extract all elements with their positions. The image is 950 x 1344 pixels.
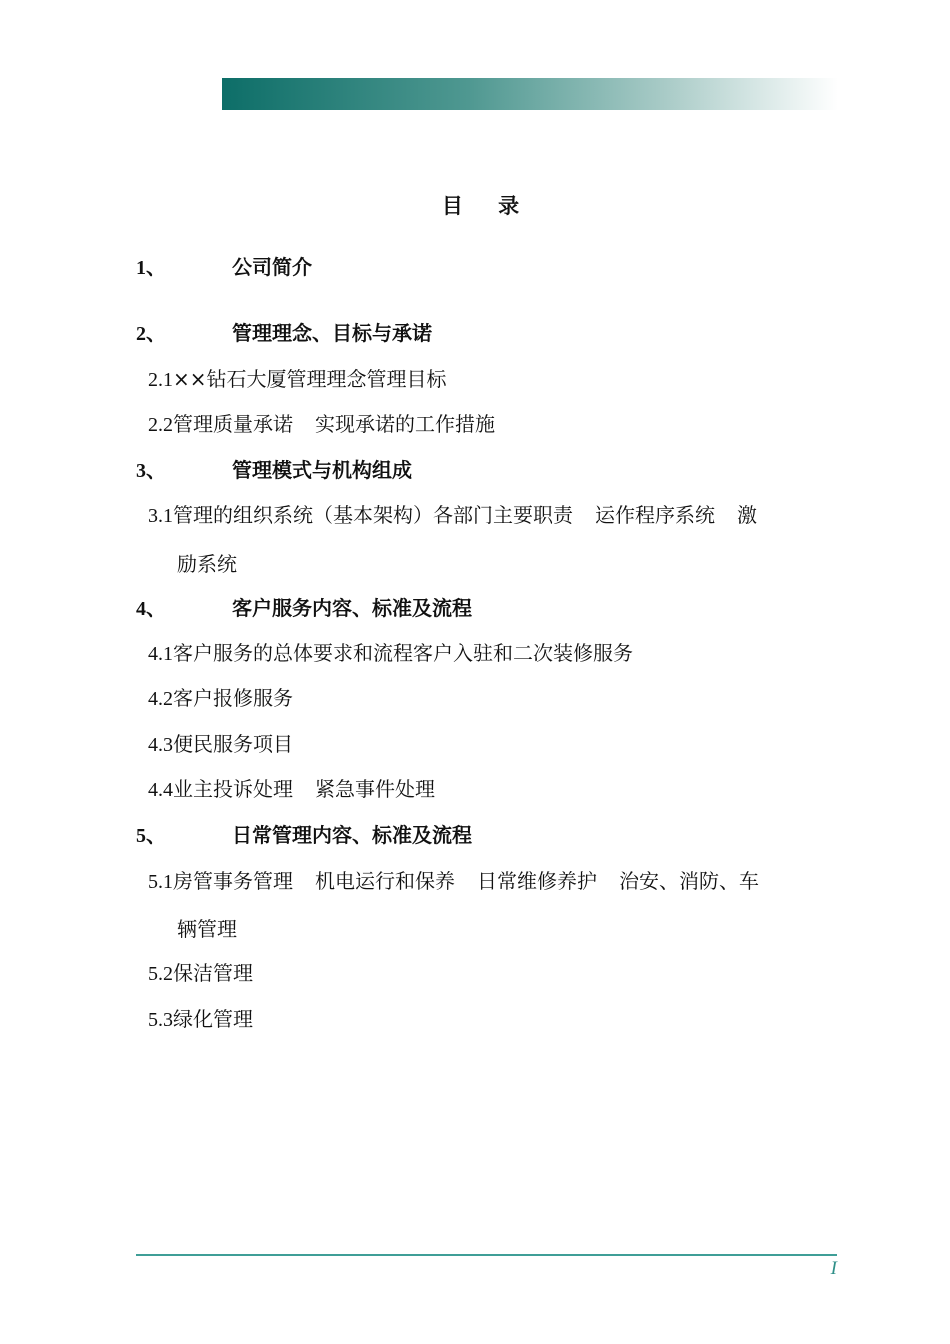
toc-section-4[interactable]	[136, 593, 472, 623]
toc-item-4-1[interactable]	[148, 638, 633, 668]
toc-title: 目 录	[441, 194, 534, 218]
toc-item-5-3[interactable]	[148, 1004, 253, 1034]
item-text: 客户报修服务	[173, 686, 293, 710]
section-number: 3、	[136, 460, 166, 482]
header-gradient-band	[222, 78, 838, 110]
item-number: 2.1	[148, 369, 173, 391]
section-title: 日常管理内容、标准及流程	[232, 823, 472, 847]
item-text: ××钻石大厦管理理念管理目标	[173, 367, 447, 391]
toc-item-5-1-continuation[interactable]: 辆管理	[177, 917, 237, 941]
toc-section-2[interactable]	[136, 318, 432, 348]
section-title: 管理模式与机构组成	[232, 458, 412, 482]
toc-item-3-1-continuation[interactable]: 励系统	[177, 552, 237, 576]
footer-divider	[136, 1254, 837, 1256]
toc-item-2-2[interactable]	[148, 409, 495, 439]
item-number: 4.2	[148, 688, 173, 710]
item-text: 管理的组织系统（基本架构）各部门主要职责	[173, 503, 573, 527]
item-text: 激	[737, 503, 757, 527]
item-number: 3.1	[148, 505, 173, 527]
section-number: 1、	[136, 257, 166, 279]
toc-section-5[interactable]	[136, 820, 472, 850]
page-number: I	[830, 1258, 837, 1279]
section-number: 4、	[136, 598, 166, 620]
item-text: 便民服务项目	[173, 732, 293, 756]
toc-item-4-3[interactable]	[148, 729, 293, 759]
item-number: 5.1	[148, 871, 173, 893]
item-number: 4.4	[148, 779, 173, 801]
item-text: 运作程序系统	[595, 503, 715, 527]
toc-item-4-4[interactable]	[148, 774, 435, 804]
section-title: 客户服务内容、标准及流程	[232, 596, 472, 620]
toc-section-1[interactable]	[136, 252, 312, 282]
toc-item-5-2[interactable]	[148, 958, 253, 988]
toc-section-3[interactable]	[136, 455, 412, 485]
item-text: 绿化管理	[173, 1007, 253, 1031]
item-text: 房管事务管理	[173, 869, 293, 893]
toc-item-3-1[interactable]	[148, 500, 757, 530]
section-title: 公司简介	[232, 255, 312, 279]
item-number: 4.3	[148, 734, 173, 756]
item-text: 保洁管理	[173, 961, 253, 985]
item-text: 紧急事件处理	[315, 777, 435, 801]
item-text: 业主投诉处理	[173, 777, 293, 801]
item-text: 客户服务的总体要求和流程客户入驻和二次装修服务	[173, 641, 633, 665]
item-number: 4.1	[148, 643, 173, 665]
section-title: 管理理念、目标与承诺	[232, 321, 432, 345]
item-text: 治安、消防、车	[619, 869, 759, 893]
toc-item-4-2[interactable]	[148, 683, 293, 713]
item-text: 日常维修养护	[477, 869, 597, 893]
item-number: 5.2	[148, 963, 173, 985]
section-number: 2、	[136, 323, 166, 345]
section-number: 5、	[136, 825, 166, 847]
item-number: 2.2	[148, 414, 173, 436]
item-number: 5.3	[148, 1009, 173, 1031]
item-text: 实现承诺的工作措施	[315, 412, 495, 436]
toc-item-5-1[interactable]	[148, 866, 759, 896]
toc-item-2-1[interactable]	[148, 364, 447, 394]
item-text: 机电运行和保养	[315, 869, 455, 893]
item-text: 管理质量承诺	[173, 412, 293, 436]
